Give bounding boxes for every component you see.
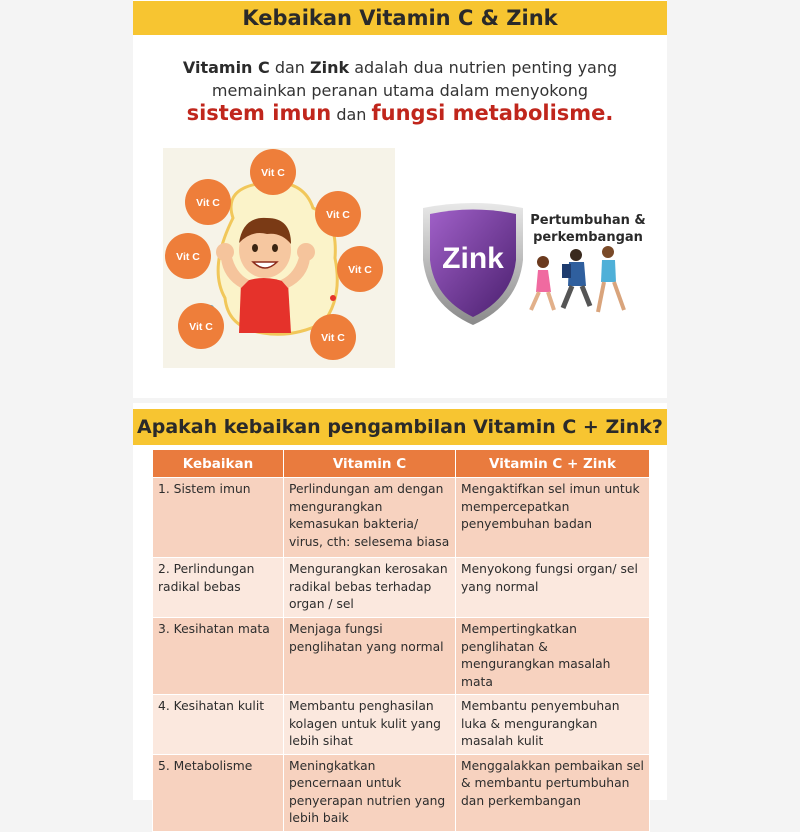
vitc-bubble bbox=[185, 179, 231, 225]
header-vitamin-c-zink: Vitamin C + Zink bbox=[456, 450, 650, 478]
intro-vitamin-c: Vitamin C bbox=[182, 58, 270, 77]
cell-vitamin-c: Membantu penghasilan kolagen untuk kulit yang lebih sihat bbox=[284, 695, 456, 755]
header-vitamin-c: Vitamin C bbox=[284, 450, 456, 478]
svg-text:Vit C: Vit C bbox=[189, 321, 213, 333]
vitc-bubble bbox=[250, 149, 296, 195]
vitc-bubble bbox=[315, 191, 361, 237]
table-row bbox=[153, 754, 650, 831]
cell-kebaikan: 4. Kesihatan kulit bbox=[153, 695, 284, 755]
cell-vitamin-c-zink: Membantu penyembuhan luka & mengurangkan masalah kulit bbox=[456, 695, 650, 755]
table-row bbox=[153, 478, 650, 558]
cell-vitamin-c-zink: Mempertingkatkan penglihatan & mengurangkan masalah mata bbox=[456, 618, 650, 695]
svg-text:Vit C: Vit C bbox=[321, 332, 345, 344]
cell-vitamin-c-zink: Menyokong fungsi organ/ sel yang normal bbox=[456, 558, 650, 618]
table-header-row bbox=[153, 450, 650, 478]
top-title: Kebaikan Vitamin C & Zink bbox=[133, 1, 667, 35]
vitc-bubble bbox=[165, 233, 211, 279]
kid-vitamin-c-illustration bbox=[163, 148, 395, 368]
vitc-bubble bbox=[337, 246, 383, 292]
cell-vitamin-c: Meningkatkan pencernaan untuk penyerapan nutrien yang lebih baik bbox=[284, 754, 456, 831]
intro-text-1: dan bbox=[269, 58, 311, 77]
highlight-fungsi-metabolisme: fungsi metabolisme bbox=[371, 101, 606, 125]
svg-text:Vit C: Vit C bbox=[196, 197, 220, 209]
running-kids-icon bbox=[531, 246, 624, 312]
intro-paragraph bbox=[163, 56, 637, 126]
growth-caption bbox=[528, 212, 648, 246]
intro-text-2: adalah dua nutrien penting yang memainkan peranan utama dalam menyokong bbox=[211, 58, 618, 100]
cell-kebaikan: 2. Perlindungan radikal bebas bbox=[153, 558, 284, 618]
cell-vitamin-c: Menjaga fungsi penglihatan yang normal bbox=[284, 618, 456, 695]
table-row bbox=[153, 558, 650, 618]
caption-line-1: Pertumbuhan & bbox=[530, 213, 646, 228]
svg-text:Zink: Zink bbox=[442, 242, 504, 275]
highlight-sistem-imun: sistem imun bbox=[186, 101, 332, 125]
cell-kebaikan: 1. Sistem imun bbox=[153, 478, 284, 558]
header-kebaikan: Kebaikan bbox=[153, 450, 284, 478]
svg-text:Vit C: Vit C bbox=[261, 167, 285, 179]
cell-vitamin-c-zink: Mengaktifkan sel imun untuk mempercepatkan penyembuhan badan bbox=[456, 478, 650, 558]
table-row bbox=[153, 695, 650, 755]
intro-zink: Zink bbox=[310, 58, 350, 77]
cell-vitamin-c-zink: Menggalakkan pembaikan sel & membantu pertumbuhan dan perkembangan bbox=[456, 754, 650, 831]
svg-text:Vit C: Vit C bbox=[348, 264, 372, 276]
intro-text-3: dan bbox=[331, 105, 372, 124]
vitc-bubble bbox=[178, 303, 224, 349]
caption-line-2: perkembangan bbox=[533, 230, 643, 245]
intro-period: . bbox=[605, 101, 614, 125]
vitc-bubble bbox=[310, 314, 356, 360]
benefits-table bbox=[152, 449, 650, 832]
bottom-title: Apakah kebaikan pengambilan Vitamin C + Zink? bbox=[133, 409, 667, 445]
svg-text:Vit C: Vit C bbox=[326, 209, 350, 221]
cell-kebaikan: 3. Kesihatan mata bbox=[153, 618, 284, 695]
table-row bbox=[153, 618, 650, 695]
cell-vitamin-c: Perlindungan am dengan mengurangkan kemasukan bakteria/ virus, cth: selesema biasa bbox=[284, 478, 456, 558]
svg-text:Vit C: Vit C bbox=[176, 251, 200, 263]
top-panel bbox=[133, 0, 667, 398]
cell-vitamin-c: Mengurangkan kerosakan radikal bebas terhadap organ / sel bbox=[284, 558, 456, 618]
cell-kebaikan: 5. Metabolisme bbox=[153, 754, 284, 831]
